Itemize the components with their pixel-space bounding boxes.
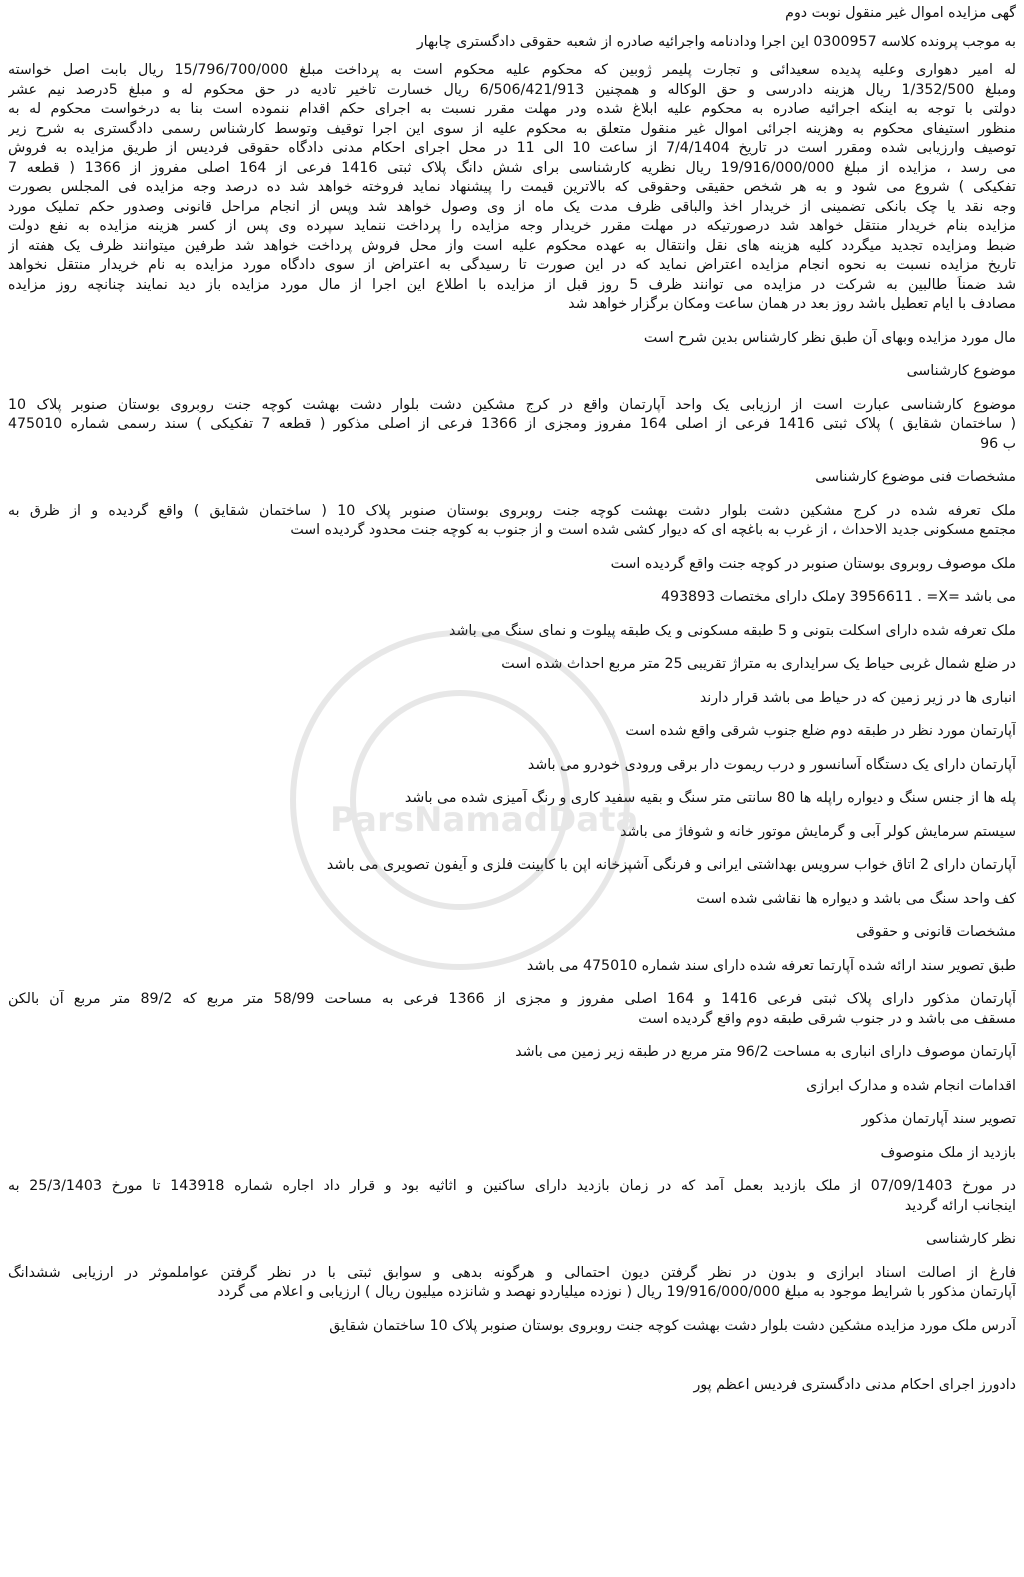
text-line: در مورخ 07/09/1403 از ملک بازدید بعمل آمد که در زمان بازدید دارای ساکنین و اثاثیه بود و قرار داد اجاره شماره 143918 تا مورخ 25/3/1403 به (8, 1178, 1016, 1194)
text-line: طبق تصویر سند ارائه شده آپارتما تعرفه شده دارای سند شماره 475010 می باشد (526, 957, 1016, 974)
watermark-brand: ParsNamadData (330, 800, 639, 840)
text-line: اینجانب ارائه گردید (904, 1197, 1016, 1214)
text-line: اقدامات انجام شده و مدارک ابرازی (806, 1077, 1016, 1094)
text-line: می رسد ، مزایده از مبلغ 19/916/000/000 ریال نظریه کارشناسی برای شش دانگ پلاک ثبتی 1416 فرعی از 164 اصلی مفروز از 1366 ( قطعه 7 (8, 159, 1016, 176)
text-line: آپارتمان مورد نظر در طبقه دوم ضلع جنوب شرقی واقع شده است (625, 723, 1016, 739)
text-line: موضوع کارشناسی (906, 363, 1016, 379)
notice-body (8, 4, 1016, 1396)
text-line: ملک تعرفه شده دارای اسکلت بتونی و 5 طبقه مسکونی و یک طبقه پیلوت و نمای سنگ می باشد (449, 622, 1016, 639)
text-line: تصویر سند آپارتمان مذکور (861, 1111, 1016, 1127)
text-line: مزایده بنام خریدار منتقل خواهد شد درصورتیکه در مهلت مقرر خریدار وجه مزایده را پرداخت ننماید سپرده وی پس از کسر هزینه مزایده به نفع دولت (8, 218, 1016, 234)
text-line: وجه نقد یا چک بانکی تضمینی از خریدار اخذ والباقی ظرف مدت یک ماه از وی وصول خواهد شد وپس از انجام مراحل قانونی وصدور حکم تملیک مورد (8, 198, 1016, 215)
text-line: گهی مزایده اموال غیر منقول نوبت دوم (785, 5, 1016, 21)
text-line: آپارتمان مذکور با شرایط موجود به مبلغ 19/916/000/000 ریال ( نوزده میلیاردو نهصد و شانزده میلیون ریال ) ارزیابی و اعلام می گردد (217, 1284, 1016, 1300)
text-line: توصیف وارزیابی شده ومقرر است در تاریخ 7/4/1404 از ساعت 10 الی 11 در محل اجرای احکام مدنی دادگاه حقوقی فردیس از طریق مزایده به فروش (8, 140, 1016, 156)
text-line: پله ها از جنس سنگ و دیواره راپله ها 80 سانتی متر سنگ و بقیه سفید کاری و رنگ آمیزی شده می باشد (404, 790, 1016, 806)
text-line: ملک موصوف روبروی بوستان صنوبر در کوچه جنت واقع گردیده است (610, 555, 1016, 572)
text-line: آدرس ملک مورد مزایده مشکین دشت بلوار دشت بهشت کوچه جنت روبروی بوستان صنوبر پلاک 10 ساختمان شقایق (329, 1317, 1016, 1334)
text-line: منظور استیفای محکوم به وهزینه اجرائی اموال غیر منقول متعلق به محکوم علیه از سوی این اجرا توقیف وتوسط کارشناس رسمی دادگستری به شرح زیر (8, 120, 1016, 137)
text-line: می باشد =y 3956611 . =Xملک دارای مختصات 493893 (660, 589, 1016, 605)
text-line: شد ضمناً طالبین به شرکت در مزایده می توانند ظرف 5 روز قبل از مزایده با اطلاع این اجرا از مال مورد مزایده باز دید نمایند چنانچه روز مزایده (8, 276, 1016, 293)
text-line: ( ساختمان شقایق ) پلاک ثبتی 1416 فرعی از اصلی 164 مفروز ومجزی از 1366 فرعی از اصلی مذکور ( قطعه 7 تفکیکی ) سند رسمی شماره 475010 (8, 416, 1016, 432)
text-line: ملک تعرفه شده در کرج مشکین دشت بلوار دشت بهشت کوچه جنت روبروی بوستان صنوبر پلاک 10 ( ساختمان شقایق ) واقع گردیده و از ظرق به (8, 502, 1016, 519)
text-line: دادورز اجرای احکام مدنی دادگستری فردیس اعظم پور (693, 1377, 1016, 1393)
text-line: مال مورد مزایده وبهای آن طبق نظر کارشناس بدین شرح است (643, 329, 1016, 346)
text-line: آپارتمان دارای یک دستگاه آسانسور و درب ریموت دار برقی ورودی خودرو می باشد (527, 756, 1016, 773)
text-line: مسقف می باشد و در جنوب شرقی طبقه دوم واقع گردیده است (638, 1010, 1016, 1027)
text-line: تفکیکی ) شروع می شود و به هر شخص حقیقی وحقوقی که بالاترین قیمت را پیشنهاد نماید فروخته خواهد شد ده درصد وجه مزایده فی المجلس بصورت (8, 179, 1016, 195)
text-line: له امیر دهواری وعلیه پدیده سعیدائی و تجارت پلیمر ژوبین که محکوم علیه محکوم است به پرداخت مبلغ 15/796/700/000 ریال بابت اصل خواسته (8, 62, 1016, 78)
text-line: مشخصات فنی موضوع کارشناسی (815, 469, 1016, 485)
text-line: انباری ها در زیر زمین که در حیاط می باشد قرار دارند (699, 689, 1016, 706)
text-line: سیستم سرمایش کولر آبی و گرمایش موتور خانه و شوفاژ می باشد (620, 823, 1016, 840)
text-line: ب 96 (980, 435, 1016, 452)
text-line: مجتمع مسکونی جدید الاحداث ، از غرب به باغچه ای که دیوار کشی شده است و از جنوب به کوچه جنت محدود گردیده است (290, 522, 1016, 538)
text-line: مصادف با ایام تعطیل باشد روز بعد در همان ساعت ومکان برگزار خواهد شد (568, 296, 1016, 312)
text-line: در ضلع شمال غربی حیاط یک سرایداری به متراژ تقریبی 25 متر مربع احداث شده است (501, 656, 1016, 672)
text-line: فارغ از اصالت اسناد ابرازی و بدون در نظر گرفتن دیون احتمالی و هرگونه بدهی و سوابق ثبتی با در نظر گرفتن عواملموثر در ارزیابی ششدانگ (8, 1264, 1016, 1281)
text-line: تاریخ مزایده نسبت به نحوه انجام مزایده اعتراض نماید که در این صورت تا رسیدگی به اعتراض از سوی دادگاه مورد مزایده به نام خریدار منتقل نخواهد (8, 257, 1016, 273)
text-line: آپارتمان دارای 2 اتاق خواب سرویس بهداشتی ایرانی و فرنگی آشپزخانه اپن با کابینت فلزی و آیفون تصویری می باشد (326, 857, 1016, 873)
text-line: مشخصات قانونی و حقوقی (856, 924, 1016, 940)
text-line: ضبط ومزایده تجدید میگردد کلیه هزینه های نقل وانتقال به عهده محکوم علیه است واز محل فروش پرداخت خواهد شد طرفین میتوانند ظرف یک هفته از (8, 237, 1016, 254)
text-line: دولتی با توجه به اینکه اجرائیه صادره به محکوم علیه ابلاغ شده ودر مهلت مقرر نسبت به اجرای حکم اقدام ننموده است بنا به درخواست محکوم له به (8, 101, 1016, 117)
text-line: به موجب پرونده کلاسه 0300957 این اجرا ودادنامه واجرائیه صادره از شعبه حقوقی دادگستری چابهار (416, 33, 1016, 50)
text-line: آپارتمان موصوف دارای انباری به مساحت 96/2 متر مربع در طبقه زیر زمین می باشد (515, 1044, 1016, 1060)
text-line: بازدید از ملک منوصوف (880, 1144, 1016, 1161)
text-line: ومبلغ 1/352/500 ریال هزینه دادرسی و حق الوکاله و همچنین 6/506/421/913 ریال خسارت تاخیر تادیه در حق محکوم له و مبلغ 5درصد نیم عشر (8, 81, 1016, 98)
text-line: آپارتمان مذکور دارای پلاک ثبتی فرعی 1416 و 164 اصلی مفروز و مجزی از 1366 فرعی به مساحت 58/99 متر مربع که 89/2 متر مربع آن بالکن (8, 991, 1016, 1007)
text-line: نظر کارشناسی (925, 1231, 1016, 1247)
text-line: کف واحد سنگ می باشد و دیواره ها نقاشی شده است (696, 890, 1016, 907)
text-line: موضوع کارشناسی عبارت است از ارزیابی یک واحد آپارتمان واقع در کرج مشکین دشت بلوار دشت بهشت کوچه جنت روبروی بوستان صنوبر پلاک 10 (8, 396, 1016, 413)
